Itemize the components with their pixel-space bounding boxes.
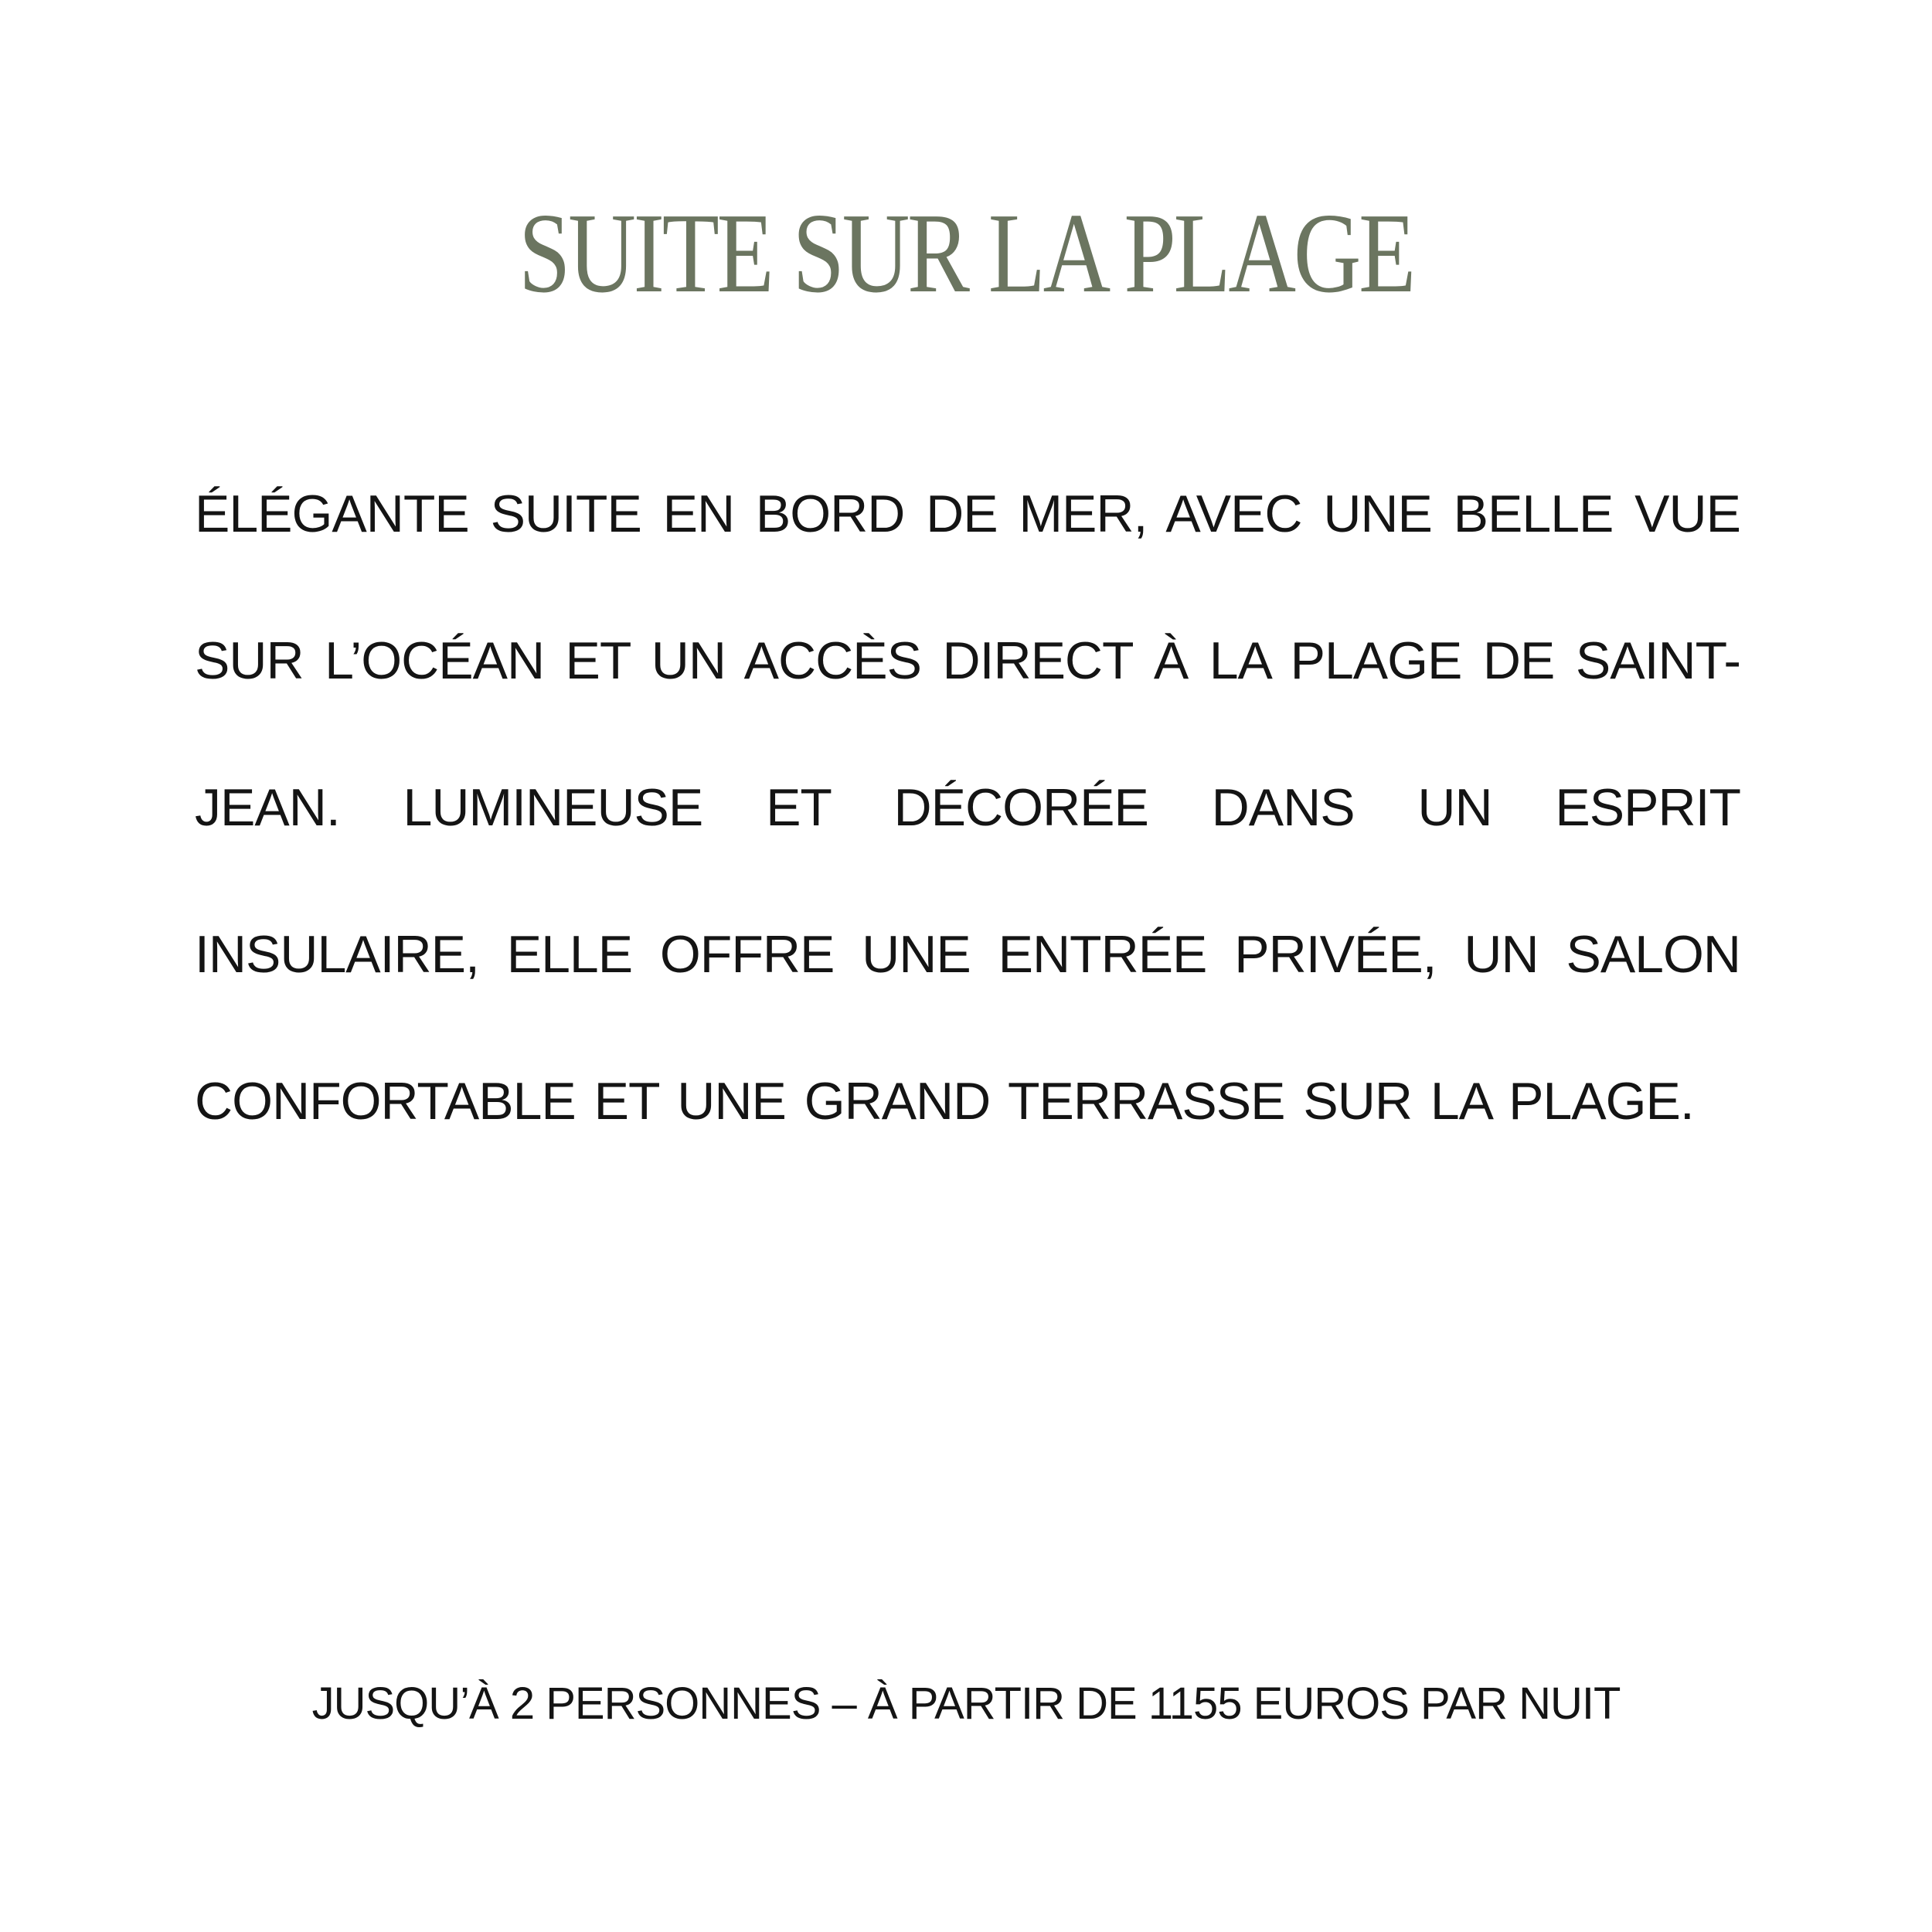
capacity-price-line: JUSQU’À 2 PERSONNES – À PARTIR DE 1155 EUROS PAR NUIT	[311, 1679, 1621, 1729]
page-title: SUITE SUR LA PLAGE	[518, 190, 1413, 317]
description-paragraph: ÉLÉGANTE SUITE EN BORD DE MER, AVEC UNE BELLE VUE SUR L’OCÉAN ET UN ACCÈS DIRECT À LA PLAGE DE SAINT-JEAN. LUMINEUSE ET DÉCORÉE DANS UN ESPRIT INSULAIRE, ELLE OFFRE UNE ENTRÉE PRIVÉE, UN SALON CONFORTABLE ET UNE GRAND TERRASSE SUR LA PLAGE.	[195, 485, 1740, 1131]
